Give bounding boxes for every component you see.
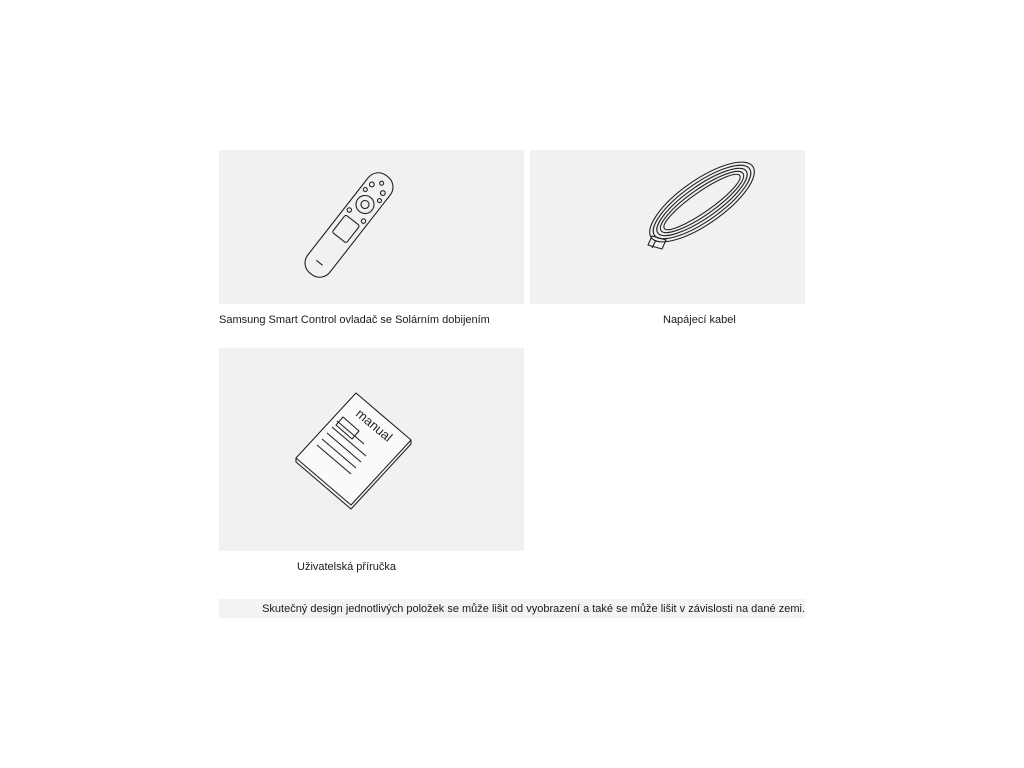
remote-control-icon — [219, 150, 524, 304]
remote-caption: Samsung Smart Control ovladač se Solárním dobijením — [219, 314, 490, 326]
manual-cover-label: manual — [353, 405, 396, 445]
remote-tile — [219, 150, 524, 304]
manual-tile — [219, 348, 524, 551]
manual-caption: Uživatelská příručka — [297, 561, 397, 573]
cable-tile — [530, 150, 805, 304]
disclaimer-bar — [219, 599, 805, 618]
manual-icon — [219, 348, 524, 551]
power-cable-icon — [530, 150, 805, 304]
disclaimer-text: Skutečný design jednotlivých položek se může lišit od vyobrazení a také se může lišit v závislosti na dané zemi. — [262, 603, 805, 615]
cable-caption: Napájecí kabel — [663, 314, 736, 326]
